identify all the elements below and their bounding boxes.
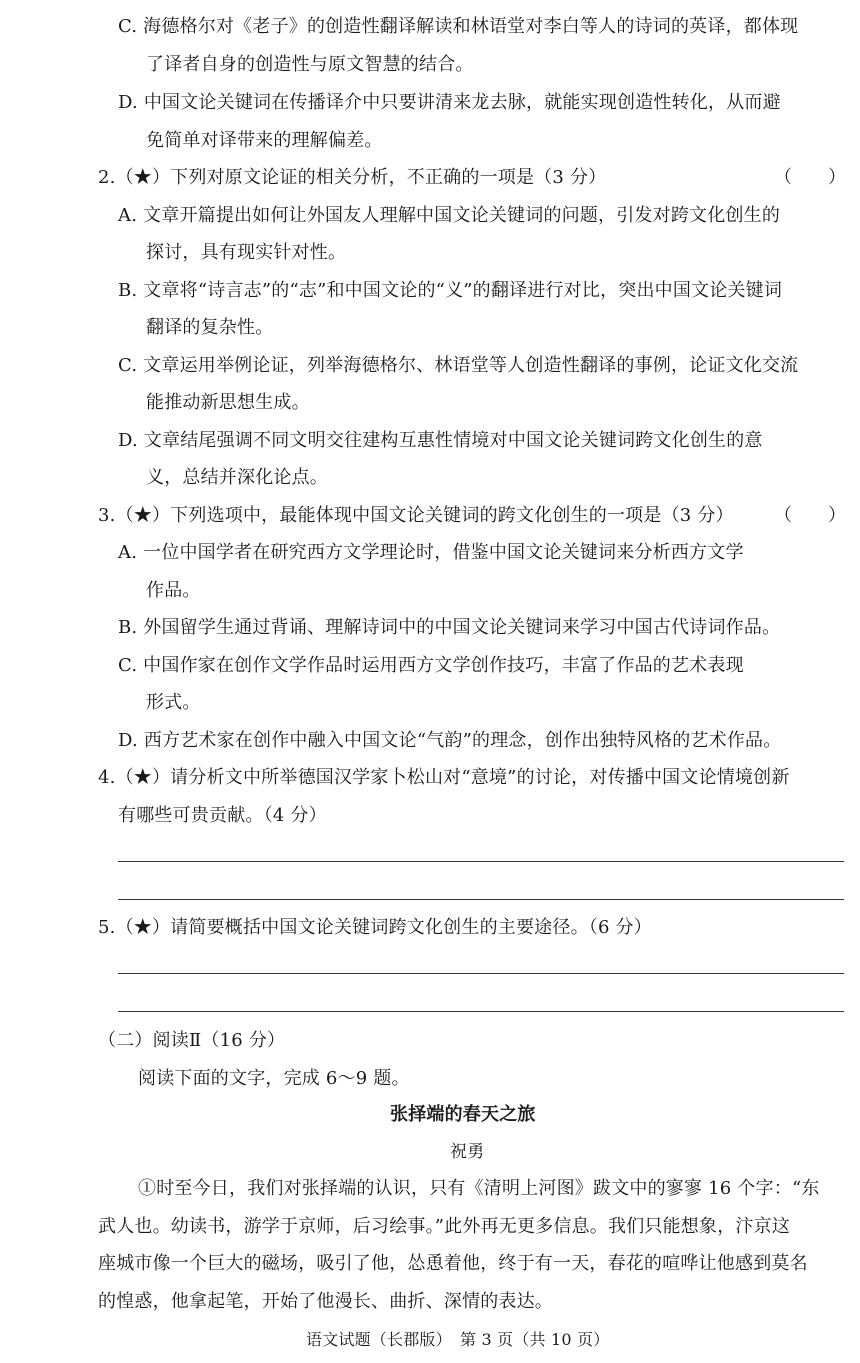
q3-option-c-line2: 形式。 [146, 692, 201, 713]
q4-stem-line2: 有哪些可贵贡献。（4 分） [118, 805, 327, 826]
article-author: 祝勇 [450, 1142, 485, 1162]
q2-option-a-line1: A. 文章开篇提出如何让外国友人理解中国文论关键词的问题，引发对跨文化创生的 [118, 205, 781, 226]
paragraph-1-line3: 座城市像一个巨大的磁场，吸引了他，怂恿着他，终于有一天，春花的喧哗让他感到莫名 [98, 1253, 808, 1274]
q1-option-c-line1: C. 海德格尔对《老子》的创造性翻译解读和林语堂对李白等人的诗词的英译，都体现 [118, 16, 799, 37]
article-title: 张择端的春天之旅 [390, 1104, 536, 1125]
reading-instruction: 阅读下面的文字，完成 6～9 题。 [138, 1068, 410, 1089]
q3-option-c-line1: C. 中国作家在创作文学作品时运用西方文学创作技巧，丰富了作品的艺术表现 [118, 655, 744, 676]
q2-option-b-line2: 翻译的复杂性。 [146, 317, 274, 338]
q5-answer-line[interactable] [118, 1011, 844, 1012]
q3-option-b-line1: B. 外国留学生通过背诵、理解诗词中的中国文论关键词来学习中国古代诗词作品。 [118, 617, 781, 638]
q3-stem: 3.（★）下列选项中，最能体现中国文论关键词的跨文化创生的一项是（3 分） [98, 505, 734, 526]
q3-option-a-line1: A. 一位中国学者在研究西方文学理论时，借鉴中国文论关键词来分析西方文学 [118, 542, 744, 563]
q2-option-c-line2: 能推动新思想生成。 [146, 392, 310, 413]
q5-answer-line[interactable] [118, 973, 844, 974]
q1-option-d-line1: D. 中国文论关键词在传播译介中只要讲清来龙去脉，就能实现创造性转化，从而避 [118, 92, 781, 113]
paragraph-1-line4: 的惶惑，他拿起笔，开始了他漫长、曲折、深情的表达。 [98, 1291, 553, 1312]
paragraph-1-line1: ①时至今日，我们对张择端的认识，只有《清明上河图》跋文中的寥寥 16 个字：“东 [138, 1178, 820, 1199]
paragraph-1-line2: 武人也。幼读书，游学于京师，后习绘事。”此外再无更多信息。我们只能想象，汴京这 [98, 1216, 790, 1237]
q2-option-d-line1: D. 文章结尾强调不同文明交往建构互惠性情境对中国文论关键词跨文化创生的意 [118, 430, 763, 451]
q2-answer-blank[interactable]: （ ） [774, 167, 846, 188]
q1-option-c-line2: 了译者自身的创造性与原文智慧的结合。 [146, 54, 474, 75]
q2-option-c-line1: C. 文章运用举例论证，列举海德格尔、林语堂等人创造性翻译的事例，论证文化交流 [118, 355, 799, 376]
q2-stem: 2.（★）下列对原文论证的相关分析，不正确的一项是（3 分） [98, 167, 607, 188]
q3-option-d-line1: D. 西方艺术家在创作中融入中国文论“气韵”的理念，创作出独特风格的艺术作品。 [118, 730, 782, 751]
q4-answer-line[interactable] [118, 861, 844, 862]
q2-option-a-line2: 探讨，具有现实针对性。 [146, 242, 347, 263]
page-footer: 语文试题（长郡版） 第 3 页（共 10 页） [306, 1330, 610, 1349]
q4-stem-line1: 4.（★）请分析文中所举德国汉学家卜松山对“意境”的讨论，对传播中国文论情境创新 [98, 767, 790, 788]
q2-option-b-line1: B. 文章将“诗言志”的“志”和中国文论的“义”的翻译进行对比，突出中国文论关键词 [118, 280, 783, 301]
section-header: （二）阅读Ⅱ（16 分） [98, 1030, 286, 1051]
q2-option-d-line2: 义，总结并深化论点。 [146, 467, 328, 488]
q3-answer-blank[interactable]: （ ） [774, 505, 846, 526]
q1-option-d-line2: 免简单对译带来的理解偏差。 [146, 130, 383, 151]
q4-answer-line[interactable] [118, 899, 844, 900]
q5-stem: 5.（★）请简要概括中国文论关键词跨文化创生的主要途径。（6 分） [98, 917, 652, 938]
q3-option-a-line2: 作品。 [146, 580, 201, 601]
